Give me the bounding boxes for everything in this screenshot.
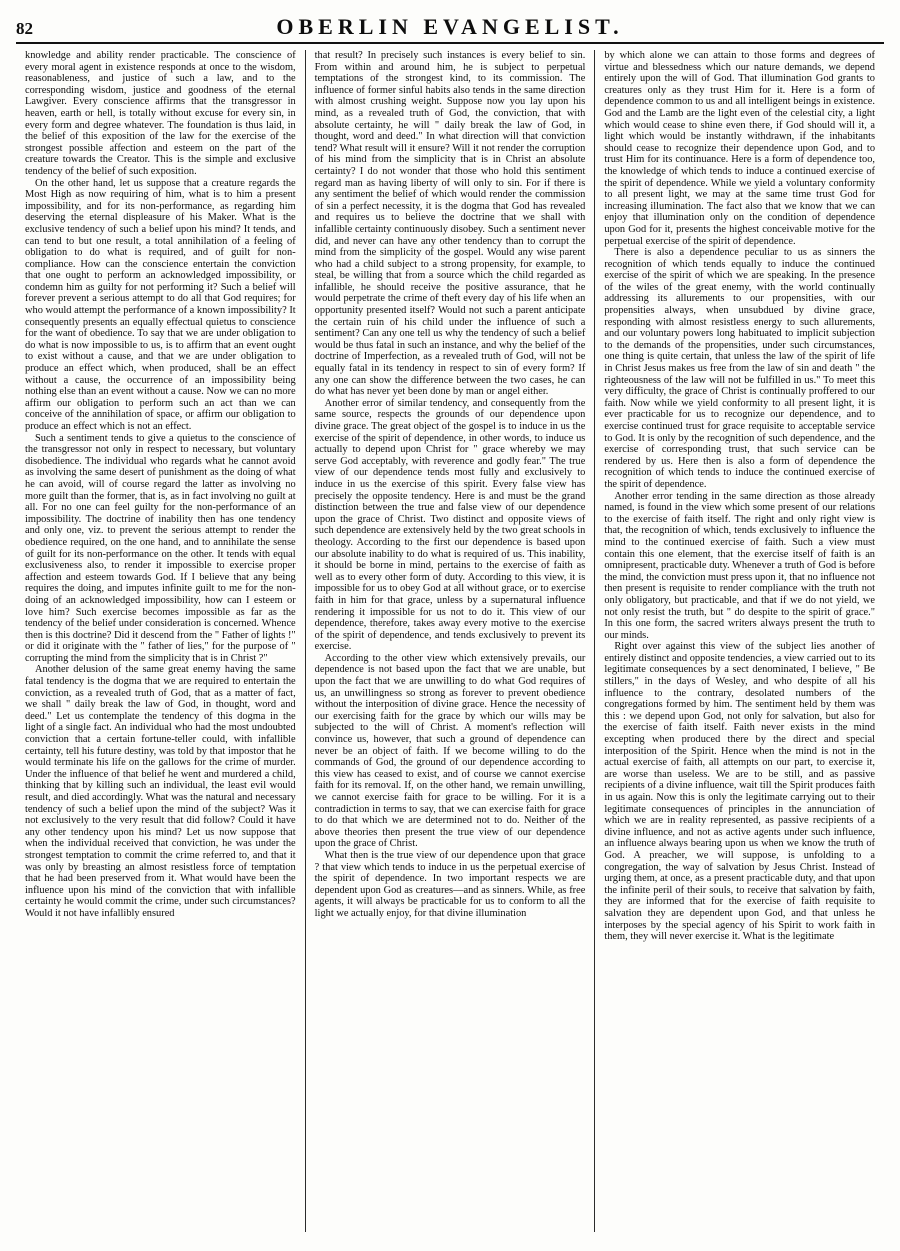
paragraph: by which alone we can attain to those forms and degrees of virtue and blessedness which our nature demands, we depend entirely upon the will of God. That illumination God grants to creatures only as they trust Him for it. Here is a form of dependence common to us and all intelligent beings in existence. God and the Lamb are the light even of the celestial city, a light which would cease to shine even there, if God should will it, a light which would be instantly withdrawn, if the inhabitants should cease to recognize their dependence upon God, and to trust Him for its continuance. Here is a form of dependence too, the knowledge of which tends to induce a continued exercise of the spirit of dependence. While we yield a voluntary conformity to all present light, we may at the same time trust God for increasing illumination. The fact also that we know that we can enjoy that illumination only on the condition of dependence upon God for it, presents the highest conceivable motive for the perpetual exercise of the spirit of dependence. — [604, 50, 876, 247]
paragraph: Another error of similar tendency, and consequently from the same source, respects the grounds of our dependence upon divine grace. The great object of the gospel is to induce in us the exercise of the spirit of dependence, in other words, to induce us actually to depend upon Christ for " grace whereby we may serve God acceptably, with reverence and godly fear." The true view of our dependence tends most fully and exclusively to induce in us the exercise of this spirit. Every false view has precisely the opposite tendency. Here is and must be the grand distinction between the true and false view of our dependence upon the grace of Christ. Two distinct and opposite views of such dependence are extensively held by the two great schools in theology. According to the first our dependence is based upon our absolute inability to do what is required of us. This inability, it should be borne in mind, pertains to the exercise of faith as well as to every other form of duty. According to this view, it is impossible for us to obey God at all without grace, or to exercise faith in him for that grace, unless by a supernatural influence rendering it impossible for us not to do it. This view of our dependence, therefore, takes away every motive to the exercise of the spirit of dependence, and tends exclusively to prevent its exercise. — [314, 397, 586, 653]
publication-title: OBERLIN EVANGELIST. — [276, 14, 624, 39]
paragraph: knowledge and ability render practicable. The conscience of every moral agent in existence responds at once to the wisdom, reasonableness, and justice of such a law, and to the corresponding wisdom, justice and goodness of the eternal Lawgiver. Every conscience affirms that the transgressor in heaven, earth or hell, is totally without excuse for every sin, in every form and degree whatever. The foundation is thus laid, in the belief of this exposition of the law for the exercise of the strongest possible affection and esteem on the part of the creature towards the Creator. This is the simple and exclusive tendency of the belief of such exposition. — [25, 50, 296, 177]
paragraph: that result? In precisely such instances is every belief to sin. From within and around him, he is subject to perpetual temptations of the strongest kind, to its commission. The influence of former sinful habits also tends in the same direction with almost crushing weight. Suppose now you lay upon his mind, as a revealed truth of God, the conviction, that with absolute certainty, he will " daily break the law of God, in thought, word and deed." In what direction will that conviction tend? What result will it ensure? Will it not render the corruption of his mind from the simplicity that is in Christ an absolute certainty? I do not wonder that those who hold this sentiment regard man as having liberty of will only to sin. For if there is any sentiment the belief of which would render the commission of sin a perfect necessity, it is the dogma that God has revealed and requires us to believe the doctrine that we shall with infallible certainty continuously disobey. Such a sentiment never did, and never can have any other tendency than to corrupt the mind from the simplicity of the gospel. Would any wise parent who had a child subject to a strong propensity, for example, to steal, be willing that from a source which the child regarded as infallible, he should receive the positive assurance, that he would perpetrate the crime of theft every day of his life when an opportunity presented itself? Would not such a parent anticipate the certain ruin of his child under the influence of such a sentiment? Can any one tell us why the tendency of such a belief would be thus fatal in such an instance, and why the belief of the doctrine of Imperfection, as a revealed truth of God, will not be equally fatal in its tendency in respect to sin of every form? If any one can show the difference between the two cases, he can do what has never yet been done by man or angel either. — [314, 50, 586, 398]
paragraph: Such a sentiment tends to give a quietus to the conscience of the transgressor not only in respect to necessary, but voluntary disobedience. The individual who regards what he cannot avoid as involving the same desert of punishment as the doing of what he can avoid, will of course regard the latter as involving no more guilt than the former, that is, as in fact involving no guilt at all. For no one can feel guilty for the non-performance of an impossibility. The doctrine of inability then has one tendency and only one, viz. to prevent the serious attempt to render the obedience required, on the one hand, and to annihilate the sense of guilt for its non-performance on the other. It tends with equal exclusiveness also, to render it impossible to exercise proper affection and esteem towards God. If I believe that any being requires the doing, and imputes infinite guilt to me for the non-doing of an acknowledged impossibility, how can I esteem or love him? Such exercise becomes impossible as far as the tendency of the belief under consideration is concerned. Whence then is this doctrine? Did it descend from the " Father of lights !" or did it originate with the " father of lies," for the purpose of " corrupting the mind from the simplicity that is in Christ ?" — [25, 432, 296, 664]
page-number: 82 — [16, 19, 33, 38]
article-columns — [16, 50, 884, 1232]
paragraph: On the other hand, let us suppose that a creature regards the Most High as now requiring of him, what is to him a present impossibility, and for its non-performance, as regarding him deserving the eternal displeasure of his Maker. What is the exclusive tendency of such a belief upon his mind? It tends, and can tend to but one result, a total annihilation of a feeling of obligation to do what is required, and of guilt for non-compliance. How can the conscience entertain the conviction that one ought to perform an acknowledged impossibility, or condemn him as guilty for not performing it? Such a belief will forever prevent a serious attempt to do all that God requires; for who would attempt the performance of a known impossibility? It consequently presents an equally effectual quietus to conscience for the want of obedience. To say that we are under obligation to do what is now impossible to us, is to affirm that an event ought to exist without a cause, and that we are under obligation to produce an effect which, when produced, shall be an effect without a cause, the occurrence of an impossibility being nothing else than an event without a cause. Now we can no more affirm our obligation to perform such an act than we can conceive of the annihilation of space, or affirm our obligation to produce an effect which is not an effect. — [25, 177, 296, 432]
paragraph: What then is the true view of our dependence upon that grace ? that view which tends to induce in us the perpetual exercise of the spirit of dependence. In two important respects we are dependent upon God as creatures—and as sinners. While, as free agents, it will always be practicable for us to conform to all the light we actually enjoy, for that divine illumination — [314, 849, 586, 919]
paragraph: According to the other view which extensively prevails, our dependence is not based upon the fact that we are unable, but upon the fact that we are unwilling to do what God requires of us, an unwillingness so strong as forever to prevent obedience without the interposition of divine grace. Hence the necessity of our exercising faith for the grace by which our wills may be subjected to the will of Christ. A moment's reflection will convince us, however, that such a ground of dependence can never be an object of faith. If we become willing to do the commands of God, the ground of our dependence according to this view has ceased to exist, and of course we cannot exercise faith for its removal. If, on the other hand, we remain unwilling, we cannot exercise faith for grace to be willing. For it is a contradiction in terms to say, that we can exercise faith for grace to do that which we are determined not to do. Neither of the above theories then present the true view of our dependence upon the grace of Christ. — [314, 652, 586, 850]
text-column-2 — [305, 50, 595, 1232]
masthead — [16, 14, 884, 44]
paragraph: Another delusion of the same great enemy having the same fatal tendency is the dogma that we are required to entertain the conviction, as a revealed truth of God, that as a matter of fact, we shall " daily break the law of God, in thought, word and deed." Let us contemplate the tendency of this dogma in the light of a single fact. An individual who had the most undoubted conviction that a certain fortune-teller could, with infallible certainty, tell his future destiny, was told by that impostor that he would terminate his life on the gallows for the crime of murder. Under the influence of that belief he went and murdered a child, thinking that by killing such an individual, the least evil would result, and died accordingly. What was the natural and necessary tendency of such a belief upon the mind of the subject? Was it not exclusively to the very result that did follow? Could it have any other tendency upon his mind? Let us now suppose that when the individual received that conviction, he was under the strongest temptation to commit the crime referred to, and that it was only by breasting an almost resistless force of temptation that he had been preserved from it. What would have been the influence upon his mind of the conviction that with infallible certainty he would commit the crime, under such circumstances? Would it not have infallibly ensured — [25, 664, 296, 919]
paragraph: Right over against this view of the subject lies another of entirely distinct and opposite tendencies, a view carried out to its legitimate consequences by a sect denominated, I believe, " Be stillers," in the days of Wesley, and who despite of all his influence to the contrary, desolated numbers of the congregations formed by him. The sentiment held by them was this : we depend upon God, not only for salvation, but also for the exercise of faith itself. Faith never exists in the mind excepting when produced there by the direct and special interposition of the Spirit. Hence when the mind is not in the actual exercise of faith, all attempts on our part, to exercise it, are worse than useless. We are to be still, and as passive recipients of a divine influence, wait till the Spirit produces faith in us again. Now this is only the legitimate carrying out to their legitimate consequences of principles in the annunciation of which we are in reality represented, as passive recipients of a divine influence, and not as active agents under such influence, an influence always bearing upon us when we know the truth of God. A preacher, we will suppose, is unfolding to a congregation, the way of salvation by Jesus Christ. Instead of urging them, at once, as a present practicable duty, and that upon the infinite peril of their souls, to receive that salvation by faith, they are informed that for the exercise of faith requisite to salvation they are dependent upon God, and that unless he interposes by the special agency of his Spirit to work faith in them, they will never exercise it. What is the legitimate — [604, 641, 876, 943]
text-column-3 — [594, 50, 884, 1232]
text-column-1 — [16, 50, 305, 1232]
paragraph: There is also a dependence peculiar to us as sinners the recognition of which tends equally to induce the continued exercise of the spirit of which we are speaking. In the presence of the wiles of the great enemy, with the world continually addressing its allurements to our propensities, with our propensities always, when unsubdued by divine grace, responding with almost resistless energy to such allurements, and our voluntary powers long habituated to implicit subjection to the demands of the propensities, under such circumstances, one thing is quite certain, that unless the law of the spirit of life in Christ Jesus makes us free from the law of sin and death " the righteousness of the law will not be fulfilled in us." To meet this very difficulty, the grace of Christ is continually proffered to our faith. Now while we yield conformity to all present light, it is ever practicable for us to recognize our dependence, and to exercise continued trust for grace requisite to acceptable service to God. It is only by the recognition of such dependence, and the exercise of corresponding trust, that such service can be rendered by us. Here then is also a form of dependence the recognition of which tends to induce the continued exercise of the spirit of dependence. — [604, 247, 876, 490]
paragraph: Another error tending in the same direction as those already named, is found in the view which some present of our relations to the exercise of faith itself. The right and only right view is that, the recognition of which, tends exclusively to influence the mind to the continued exercise of faith. Such a view must contain this one element, that the exercise itself of faith is an omnipresent, practicable duty. Whenever a truth of God is before the mind, the conviction must press upon it, that no influence not then present is requisite to render compliance with the truth not only obligatory, but practicable, and that if we do not yield, we not only resist the truth, but " do despite to the spirit of grace." In this one form, the sacred writers always present the truth to our minds. — [604, 490, 876, 641]
